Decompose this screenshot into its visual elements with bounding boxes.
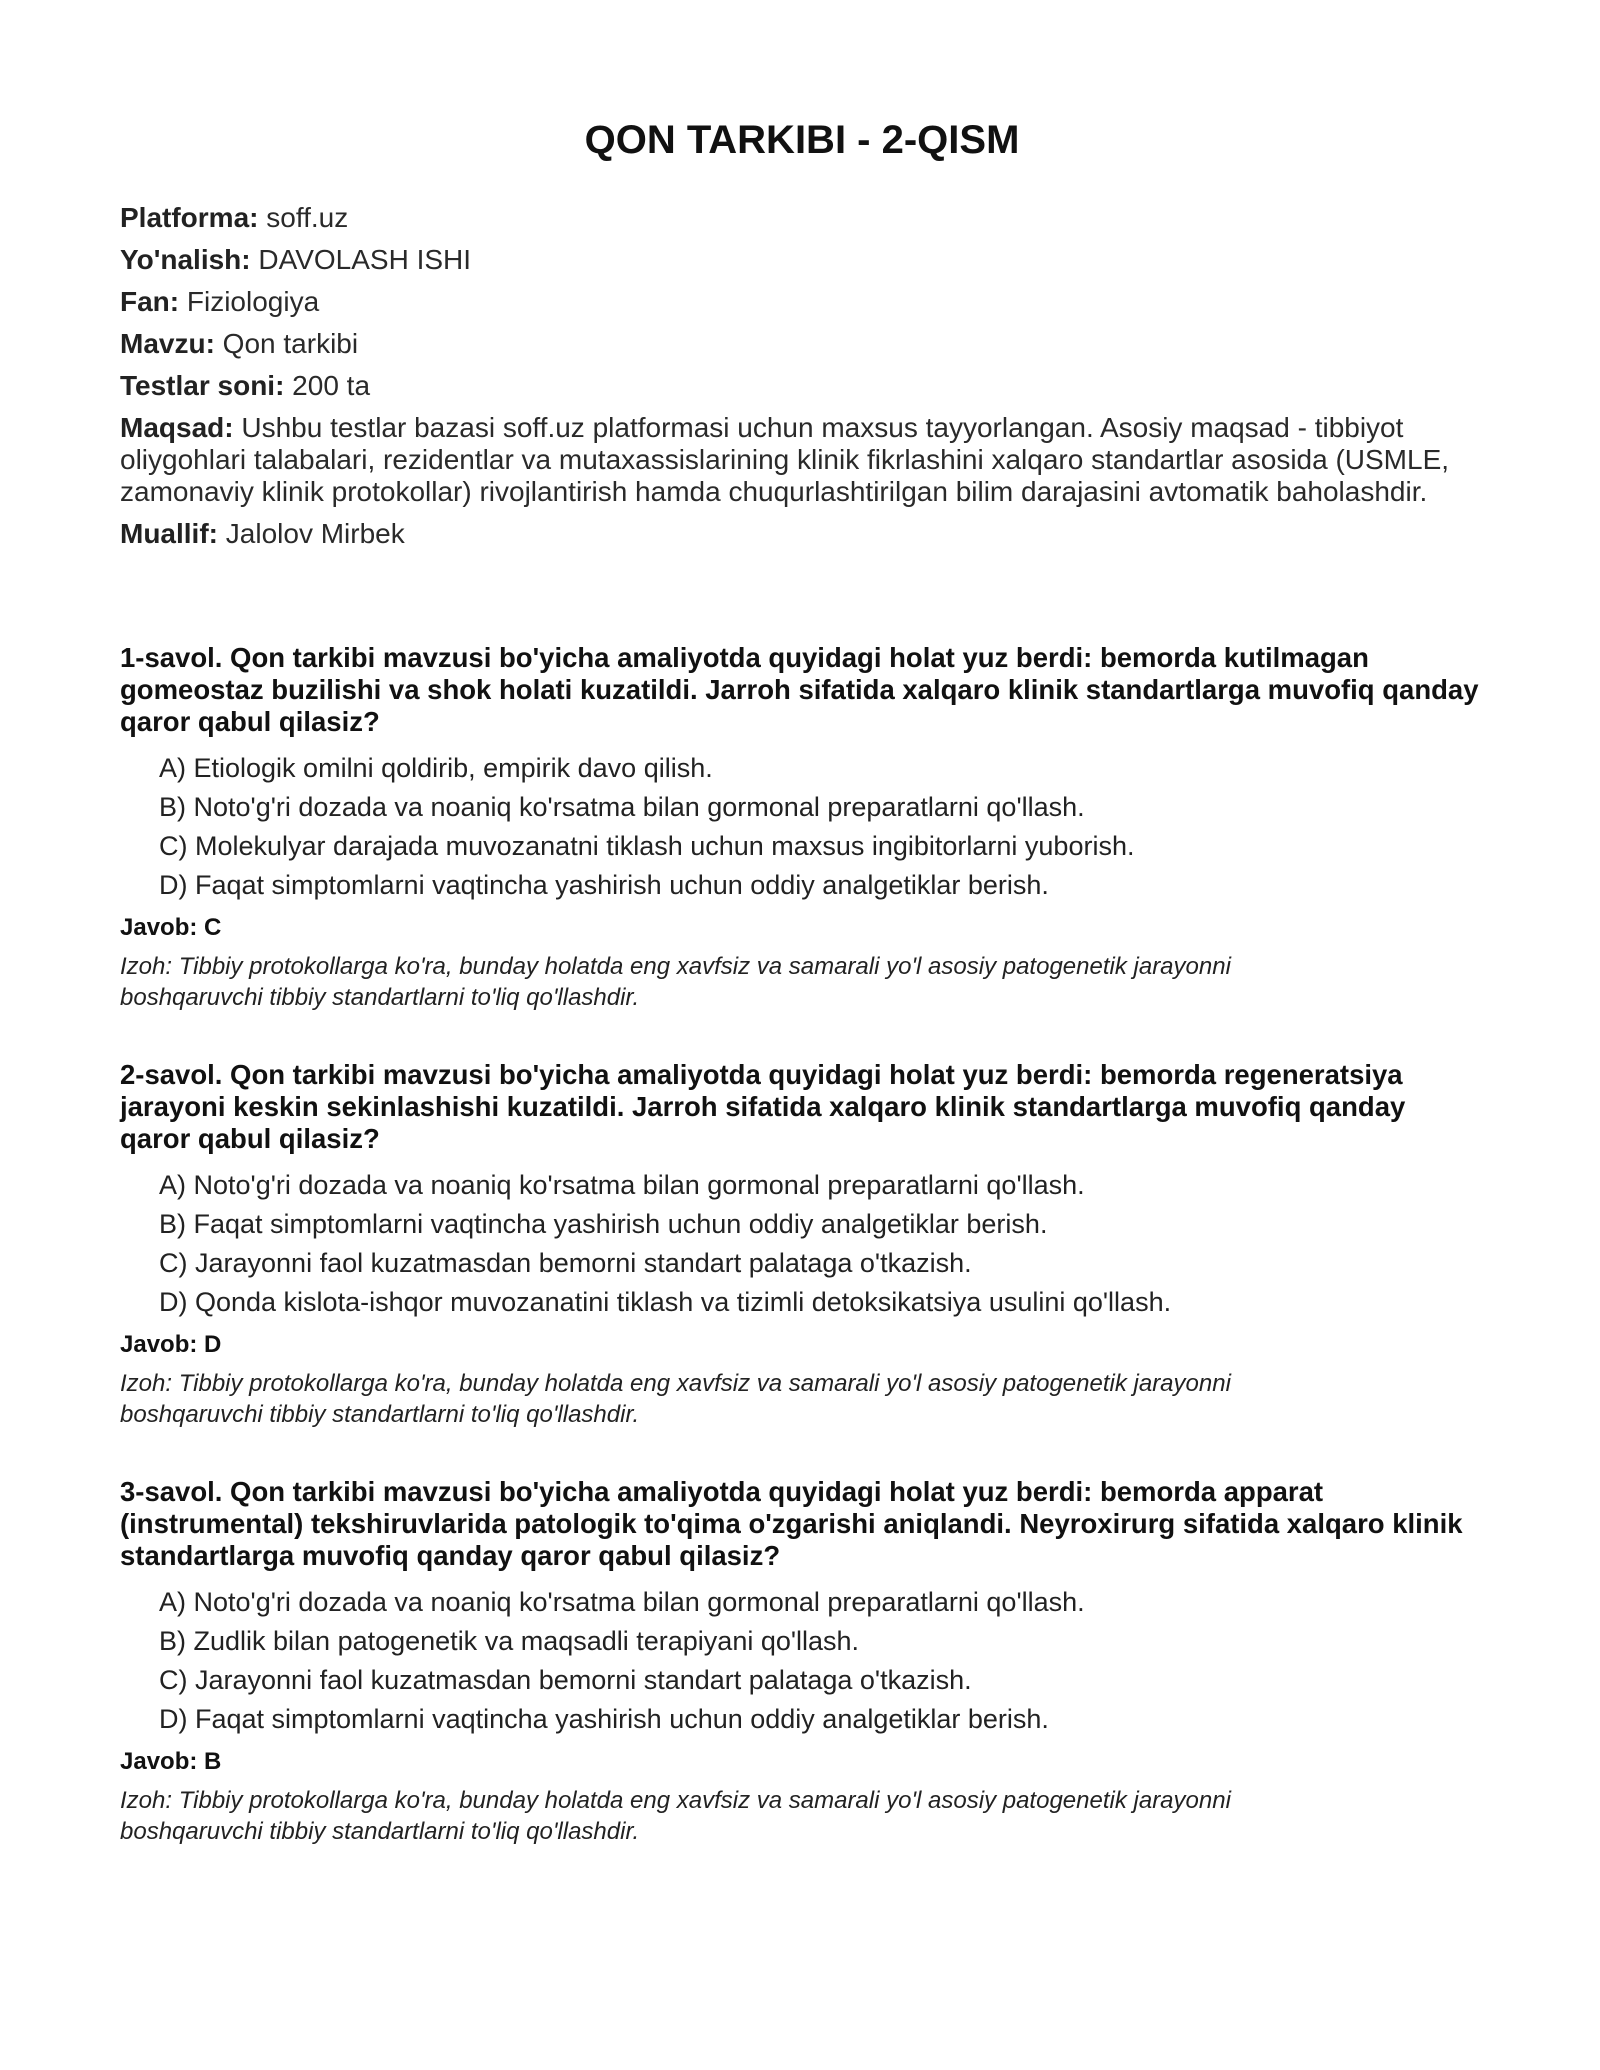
meta-label: Fan: bbox=[120, 286, 180, 317]
meta-platform bbox=[120, 202, 1480, 234]
meta-topic bbox=[120, 328, 1480, 360]
meta-purpose bbox=[120, 412, 1480, 508]
meta-value: Fiziologiya bbox=[179, 286, 320, 317]
metadata-list bbox=[120, 202, 1480, 550]
option-b: B) Faqat simptomlarni vaqtincha yashirish uchun oddiy analgetiklar berish. bbox=[159, 1209, 1048, 1239]
meta-label: Muallif: bbox=[120, 518, 218, 549]
option-a: A) Noto'g'ri dozada va noaniq ko'rsatma bilan gormonal preparatlarni qo'llash. bbox=[159, 1170, 1085, 1200]
meta-value: soff.uz bbox=[258, 202, 349, 233]
answer-label: Javob: D bbox=[120, 1331, 222, 1358]
answer-label: Javob: C bbox=[120, 914, 222, 941]
meta-value: Qon tarkibi bbox=[214, 328, 359, 359]
option-a: A) Etiologik omilni qoldirib, empirik davo qilish. bbox=[159, 753, 713, 783]
option-d: D) Faqat simptomlarni vaqtincha yashirish uchun oddiy analgetiklar berish. bbox=[159, 1704, 1049, 1734]
option-list bbox=[120, 1586, 1480, 1735]
meta-author bbox=[120, 518, 1480, 550]
option-b: B) Noto'g'ri dozada va noaniq ko'rsatma bilan gormonal preparatlarni qo'llash. bbox=[159, 792, 1085, 822]
question-2 bbox=[120, 1059, 1480, 1430]
option-c: C) Molekulyar darajada muvozanatni tiklash uchun maxsus ingibitorlarni yuborish. bbox=[159, 831, 1135, 861]
question-text: 3-savol. Qon tarkibi mavzusi bo'yicha amaliyotda quyidagi holat yuz berdi: bemorda apparat (instrumental) tekshiruvlarida patologik to'qima o'zgarishi aniqlandi. Neyroxirurg sifatida xalqaro klinik standartlarga muvofiq qanday qaror qabul qilasiz? bbox=[120, 1476, 1463, 1571]
meta-label: Maqsad: bbox=[120, 412, 234, 443]
question-text: 2-savol. Qon tarkibi mavzusi bo'yicha amaliyotda quyidagi holat yuz berdi: bemorda regeneratsiya jarayoni keskin sekinlashishi kuzatildi. Jarroh sifatida xalqaro klinik standartlarga muvofiq qanday qaror qabul qilasiz? bbox=[120, 1059, 1406, 1154]
meta-value: DAVOLASH ISHI bbox=[250, 244, 472, 275]
question-text: 1-savol. Qon tarkibi mavzusi bo'yicha amaliyotda quyidagi holat yuz berdi: bemorda kutilmagan gomeostaz buzilishi va shok holati kuzatildi. Jarroh sifatida xalqaro klinik standartlarga muvofiq qanday qaror qabul qilasiz? bbox=[120, 642, 1479, 737]
option-d: D) Faqat simptomlarni vaqtincha yashirish uchun oddiy analgetiklar berish. bbox=[159, 870, 1049, 900]
meta-label: Testlar soni: bbox=[120, 370, 285, 401]
explanation-note: Izoh: Tibbiy protokollarga ko'ra, bunday holatda eng xavfsiz va samarali yo'l asosiy patogenetik jarayonni boshqaruvchi tibbiy standartlarni to'liq qo'llashdir. bbox=[120, 1787, 1231, 1845]
option-b: B) Zudlik bilan patogenetik va maqsadli terapiyani qo'llash. bbox=[159, 1626, 860, 1656]
meta-label: Yo'nalish: bbox=[120, 244, 251, 275]
question-1 bbox=[120, 642, 1480, 1013]
question-3 bbox=[120, 1476, 1480, 1847]
option-a: A) Noto'g'ri dozada va noaniq ko'rsatma bilan gormonal preparatlarni qo'llash. bbox=[159, 1587, 1085, 1617]
answer-label: Javob: B bbox=[120, 1748, 222, 1775]
meta-value: 200 ta bbox=[284, 370, 371, 401]
explanation-note: Izoh: Tibbiy protokollarga ko'ra, bunday holatda eng xavfsiz va samarali yo'l asosiy patogenetik jarayonni boshqaruvchi tibbiy standartlarni to'liq qo'llashdir. bbox=[120, 953, 1231, 1011]
option-list bbox=[120, 1169, 1480, 1318]
meta-label: Mavzu: bbox=[120, 328, 215, 359]
meta-test-count bbox=[120, 370, 1480, 402]
option-c: C) Jarayonni faol kuzatmasdan bemorni standart palataga o'tkazish. bbox=[159, 1665, 972, 1695]
meta-subject bbox=[120, 286, 1480, 318]
meta-value: Jalolov Mirbek bbox=[218, 518, 405, 549]
explanation-note: Izoh: Tibbiy protokollarga ko'ra, bunday holatda eng xavfsiz va samarali yo'l asosiy patogenetik jarayonni boshqaruvchi tibbiy standartlarni to'liq qo'llashdir. bbox=[120, 1370, 1231, 1428]
option-c: C) Jarayonni faol kuzatmasdan bemorni standart palataga o'tkazish. bbox=[159, 1248, 972, 1278]
option-list bbox=[120, 752, 1480, 901]
document-title: QON TARKIBI - 2-QISM bbox=[584, 118, 1020, 162]
option-d: D) Qonda kislota-ishqor muvozanatini tiklash va tizimli detoksikatsiya usulini qo'llash. bbox=[159, 1287, 1172, 1317]
meta-direction bbox=[120, 244, 1480, 276]
meta-value: Ushbu testlar bazasi soff.uz platformasi uchun maxsus tayyorlangan. Asosiy maqsad - tibbiyot oliygohlari talabalari, rezidentlar va mutaxassislarining klinik fikrlashini xalqaro standartlar asosida (USMLE, zamonaviy klinik protokollar) rivojlantirish hamda chuqurlashtirilgan bilim darajasini avtomatik baholashdir. bbox=[120, 412, 1450, 507]
meta-label: Platforma: bbox=[120, 202, 259, 233]
